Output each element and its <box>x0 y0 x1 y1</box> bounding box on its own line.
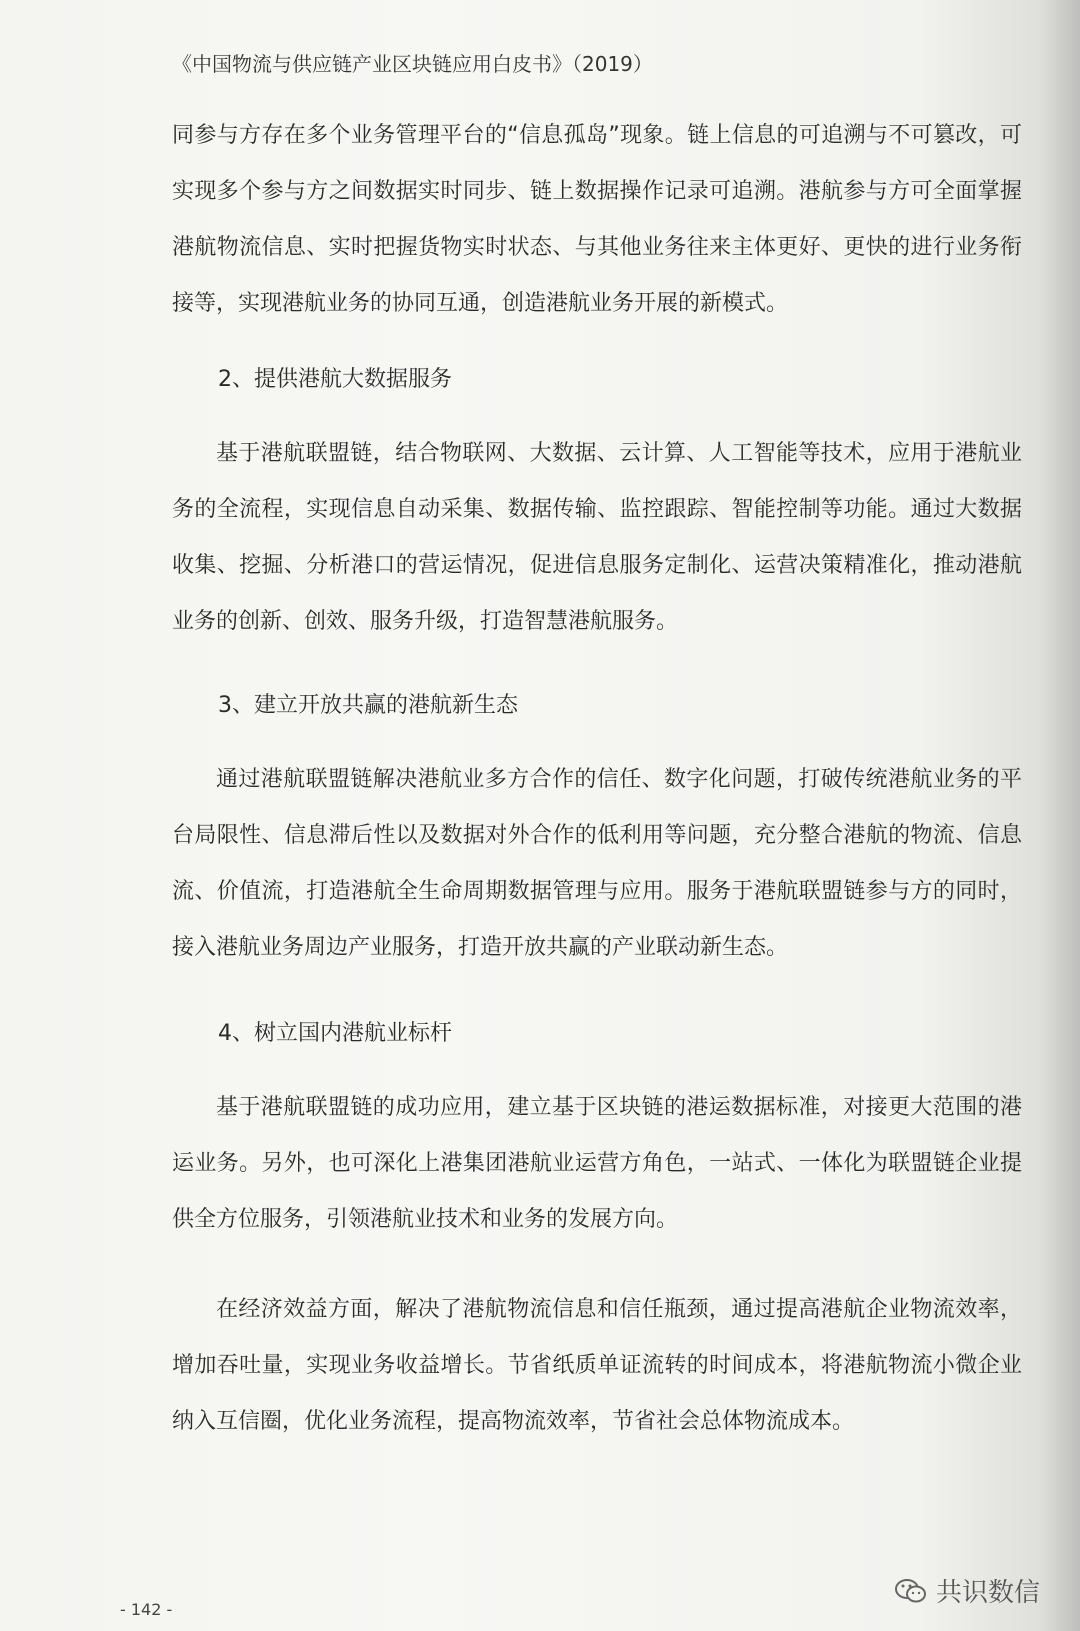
paragraph-1: 同参与方存在多个业务管理平台的“信息孤岛”现象。链上信息的可追溯与不可篡改，可实现多个参与方之间数据实时同步、链上数据操作记录可追溯。港航参与方可全面掌握港航物流信息、实时把握货物实时状态、与其他业务往来主体更好、更快的进行业务衔接等，实现港航业务的协同互通，创造港航业务开展的新模式。 <box>172 123 1022 316</box>
page-number: - 142 - <box>120 1600 173 1619</box>
paragraph-3: 通过港航联盟链解决港航业多方合作的信任、数字化问题，打破传统港航业务的平台局限性、信息滞后性以及数据对外合作的低利用等问题，充分整合港航的物流、信息流、价值流，打造港航全生命周期数据管理与应用。服务于港航联盟链参与方的同时，接入港航业务周边产业服务，打造开放共赢的产业联动新生态。 <box>172 767 1022 960</box>
page-edge-shadow <box>1040 0 1080 1631</box>
section-heading-2: 2、提供港航大数据服务 <box>218 367 452 392</box>
paragraph-5: 在经济效益方面，解决了港航物流信息和信任瓶颈，通过提高港航企业物流效率，增加吞吐量，实现业务收益增长。节省纸质单证流转的时间成本，将港航物流小微企业纳入互信圈，优化业务流程，提高物流效率，节省社会总体物流成本。 <box>172 1297 1022 1434</box>
paragraph-2: 基于港航联盟链，结合物联网、大数据、云计算、人工智能等技术，应用于港航业务的全流程，实现信息自动采集、数据传输、监控跟踪、智能控制等功能。通过大数据收集、挖掘、分析港口的营运情况，促进信息服务定制化、运营决策精准化，推动港航业务的创新、创效、服务升级，打造智慧港航服务。 <box>172 441 1022 634</box>
section-heading-3: 3、建立开放共赢的港航新生态 <box>218 693 518 718</box>
watermark-text: 共识数信 <box>935 1578 1040 1608</box>
section-heading-4: 4、树立国内港航业标杆 <box>218 1021 452 1046</box>
running-header: 《中国物流与供应链产业区块链应用白皮书》（2019） <box>172 52 653 76</box>
wechat-icon <box>894 1577 928 1605</box>
watermark <box>894 1572 1040 1609</box>
paragraph-4: 基于港航联盟链的成功应用，建立基于区块链的港运数据标准，对接更大范围的港运业务。另外，也可深化上港集团港航业运营方角色，一站式、一体化为联盟链企业提供全方位服务，引领港航业技术和业务的发展方向。 <box>172 1095 1022 1232</box>
